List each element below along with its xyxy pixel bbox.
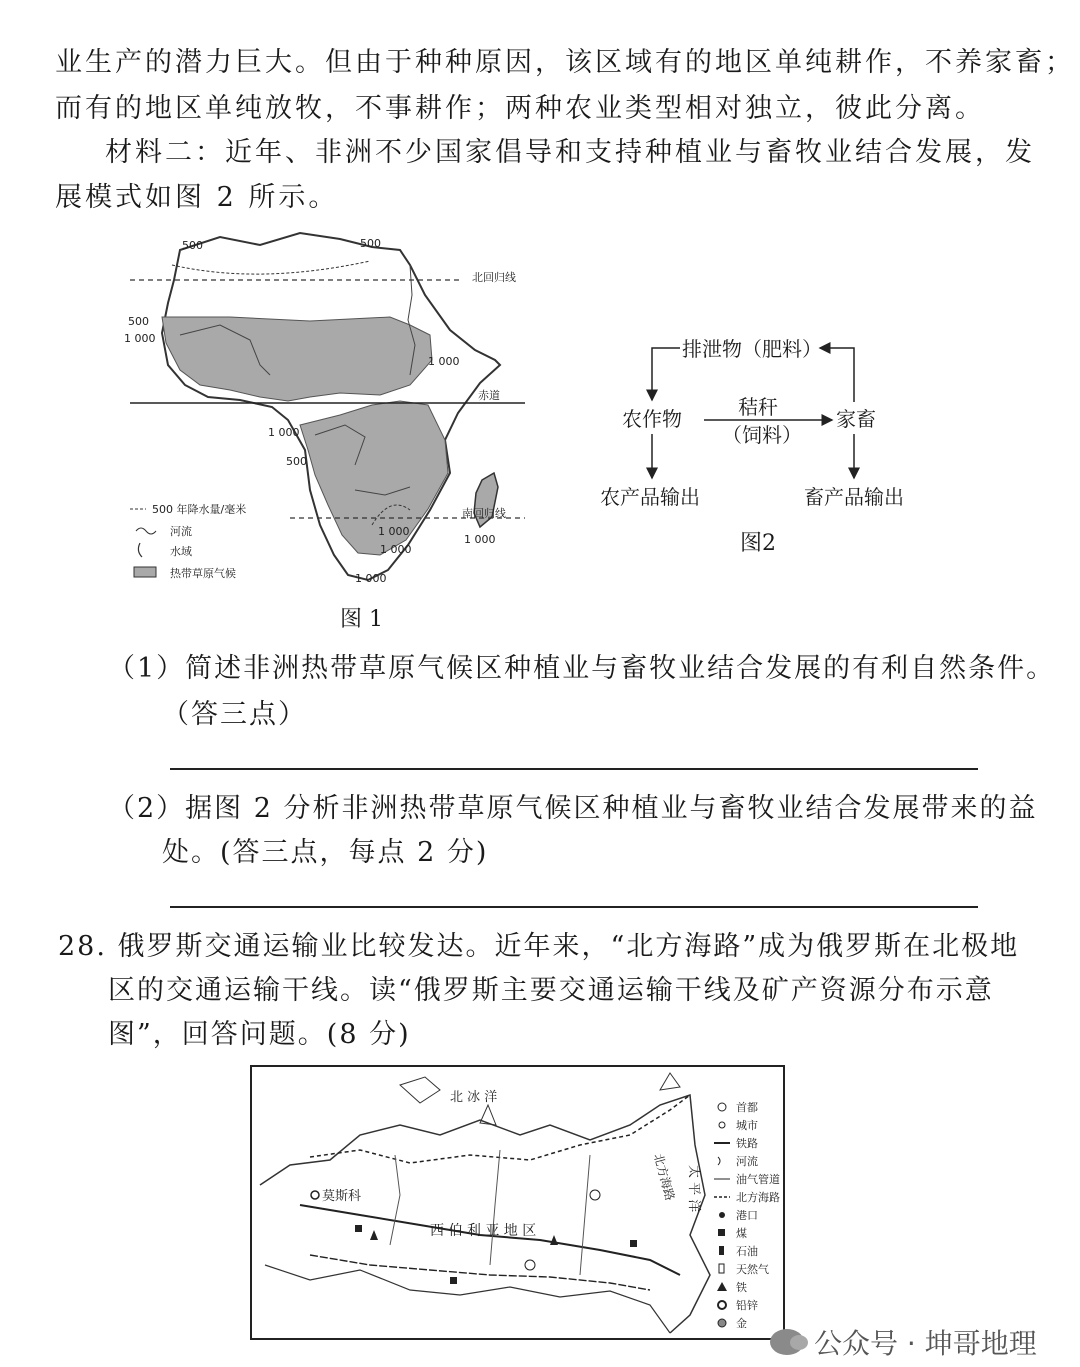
label-1000-bottom: 1 000 [355,572,387,585]
wechat-icon [770,1329,804,1355]
label-north-route: 北方海路 [651,1152,678,1203]
intro-line-2: 而有的地区单纯放牧，不事耕作；两种农业类型相对独立，彼此分离。 [55,93,985,124]
label-siberia: 西 伯 利 亚 地 区 [430,1223,537,1239]
russia-map [250,1065,785,1340]
flow-diagram [590,330,930,520]
legend-pipeline: 油气管道 [736,1173,780,1186]
fig1-caption: 图 1 [340,607,383,632]
label-tropic-s: 南回归线 [462,507,506,520]
node-livestock-export: 畜产品输出 [804,485,904,509]
legend-coal: 煤 [736,1227,747,1240]
africa-map [110,225,560,605]
legend-port: 港口 [736,1209,758,1222]
legend-river: 河流 [170,525,192,538]
legend-lead-zinc: 铅锌 [736,1299,758,1312]
intro-line-3: 材料二：近年、非洲不少国家倡导和支持种植业与畜牧业结合发展，发 [105,137,1035,168]
fig2-caption: 图2 [740,531,776,556]
label-1000-horn: 1 000 [428,355,460,368]
label-arctic: 北 冰 洋 [450,1090,498,1105]
legend-capital: 首都 [736,1101,758,1114]
q2-answer-line [170,906,978,908]
q1-line-2: （答三点） [162,699,307,730]
legend-city: 城市 [736,1119,758,1132]
intro-line-4: 展模式如图 2 所示。 [55,182,339,213]
label-tropic-n: 北回归线 [472,271,516,284]
africa-outline [162,233,500,580]
label-500-c: 500 [286,455,307,468]
legend-isohyet: 500 年降水量/毫米 [152,503,247,516]
legend-river: 河流 [736,1155,758,1168]
label-equator: 赤道 [478,389,500,402]
legend-railway: 铁路 [736,1137,758,1150]
label-1000-w: 1 000 [124,332,156,345]
label-1000-s1: 1 000 [378,525,410,538]
q28-line-2: 区的交通运输干线。读“俄罗斯主要交通运输干线及矿产资源分布示意 [108,975,994,1006]
legend-savanna: 热带草原气候 [170,567,236,580]
q28-line-3: 图”，回答问题。(8 分) [108,1019,411,1050]
node-livestock: 家畜 [836,407,876,431]
label-500-nw: 500 [182,239,203,252]
legend-water: 水域 [170,545,192,558]
label-pacific: 太 平 洋 [686,1165,701,1213]
legend-north-route: 北方海路 [736,1191,780,1204]
q2-line-1: （2）据图 2 分析非洲热带草原气候区种植业与畜牧业结合发展带来的益 [108,793,1038,824]
label-straw: 秸秆 [738,395,778,419]
node-crops: 农作物 [622,407,682,431]
q28-line-1: 28. 俄罗斯交通运输业比较发达。近年来，“北方海路”成为俄罗斯在北极地 [58,931,1020,962]
watermark [770,1322,1037,1362]
q1-line-1: （1）简述非洲热带草原气候区种植业与畜牧业结合发展的有利自然条件。 [108,653,1056,684]
label-1000-se: 1 000 [464,533,496,546]
q1-answer-line [170,768,978,770]
intro-line-1: 业生产的潜力巨大。但由于种种原因，该区域有的地区单纯耕作，不养家畜； [55,47,1075,78]
label-500-ne: 500 [360,237,381,250]
label-moscow: 莫斯科 [322,1189,362,1204]
node-manure: 排泄物（肥料） [682,337,822,361]
label-1000-s2: 1 000 [380,543,412,556]
label-1000-c: 1 000 [268,426,300,439]
node-crop-export: 农产品输出 [600,485,700,509]
legend-gold: 金 [736,1317,747,1330]
watermark-text: 公众号 · 坤哥地理 [814,1327,1037,1360]
legend-oil: 石油 [736,1245,758,1258]
legend-iron: 铁 [736,1281,747,1294]
label-fodder: （饲料） [722,423,802,447]
q2-line-2: 处。(答三点，每点 2 分) [162,837,489,868]
legend-gas: 天然气 [736,1263,769,1276]
label-500-w: 500 [128,315,149,328]
